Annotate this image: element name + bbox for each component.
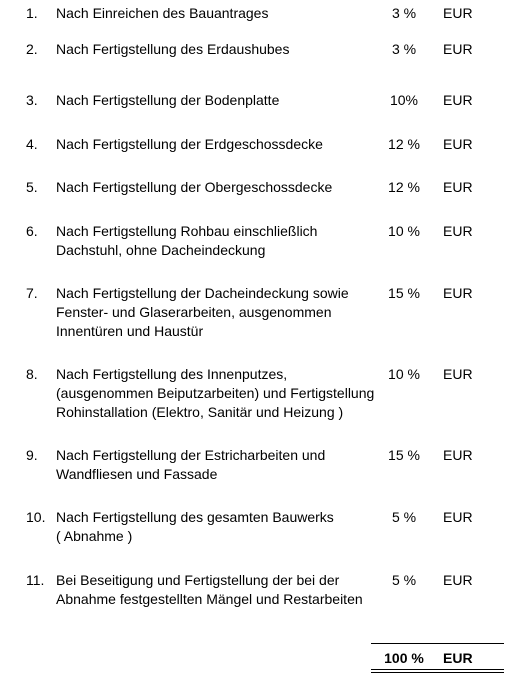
item-description bbox=[56, 91, 376, 110]
item-number: 1. bbox=[26, 5, 38, 21]
item-description bbox=[56, 178, 376, 197]
item-currency: EUR bbox=[443, 92, 473, 108]
item-description-line: Bei Beseitigung und Fertigstellung der bei der bbox=[56, 572, 340, 588]
item-description-line: Nach Fertigstellung Rohbau einschließlich bbox=[56, 223, 318, 239]
item-description bbox=[56, 571, 376, 609]
total-bottom-rule bbox=[371, 672, 504, 673]
item-percent: 12 % bbox=[388, 179, 420, 195]
item-number: 10. bbox=[26, 509, 46, 525]
item-percent: 10% bbox=[389, 92, 419, 108]
item-percent: 15 % bbox=[388, 285, 420, 301]
item-description-line: Nach Einreichen des Bauantrages bbox=[56, 5, 269, 21]
total-currency: EUR bbox=[443, 650, 473, 666]
item-number: 11. bbox=[26, 572, 45, 588]
item-currency: EUR bbox=[443, 285, 473, 301]
item-description bbox=[56, 135, 376, 154]
item-currency: EUR bbox=[443, 572, 473, 588]
item-description bbox=[56, 40, 376, 59]
item-percent: 12 % bbox=[388, 136, 420, 152]
item-description-line: Rohinstallation (Elektro, Sanitär und Heizung ) bbox=[56, 404, 344, 420]
item-percent: 10 % bbox=[388, 223, 420, 239]
item-description bbox=[56, 446, 376, 484]
item-number: 8. bbox=[26, 366, 38, 382]
item-currency: EUR bbox=[443, 136, 473, 152]
item-percent: 5 % bbox=[391, 572, 417, 588]
item-description bbox=[56, 365, 376, 422]
item-currency: EUR bbox=[443, 366, 473, 382]
item-description-line: (ausgenommen Beiputzarbeiten) und Fertigstellung bbox=[56, 385, 375, 401]
item-number: 5. bbox=[26, 179, 38, 195]
item-currency: EUR bbox=[443, 5, 473, 21]
total-percent: 100 % bbox=[384, 650, 424, 666]
item-description-line: Fenster- und Glaserarbeiten, ausgenommen bbox=[56, 304, 332, 320]
item-description-line: ( Abnahme ) bbox=[56, 528, 133, 544]
item-currency: EUR bbox=[443, 509, 473, 525]
item-description-line: Nach Fertigstellung der Bodenplatte bbox=[56, 92, 280, 108]
item-description bbox=[56, 222, 376, 260]
total-top-rule bbox=[371, 643, 504, 644]
item-description-line: Dachstuhl, ohne Dacheindeckung bbox=[56, 242, 266, 258]
item-percent: 10 % bbox=[388, 366, 420, 382]
item-number: 7. bbox=[26, 285, 38, 301]
item-number: 4. bbox=[26, 136, 38, 152]
item-description-line: Wandfliesen und Fassade bbox=[56, 466, 218, 482]
item-number: 9. bbox=[26, 447, 38, 463]
item-currency: EUR bbox=[443, 223, 473, 239]
item-description-line: Nach Fertigstellung der Estricharbeiten und bbox=[56, 447, 326, 463]
item-percent: 3 % bbox=[391, 5, 417, 21]
item-number: 3. bbox=[26, 92, 38, 108]
item-description-line: Nach Fertigstellung des Innenputzes, bbox=[56, 366, 288, 382]
item-description-line: Nach Fertigstellung des gesamten Bauwerks bbox=[56, 509, 334, 525]
item-description-line: Nach Fertigstellung der Erdgeschossdecke bbox=[56, 136, 323, 152]
item-description-line: Abnahme festgestellten Mängel und Restarbeiten bbox=[56, 591, 363, 607]
item-description bbox=[56, 284, 376, 341]
item-description bbox=[56, 4, 376, 23]
item-number: 2. bbox=[26, 41, 38, 57]
item-number: 6. bbox=[26, 223, 38, 239]
item-percent: 15 % bbox=[388, 447, 420, 463]
item-currency: EUR bbox=[443, 41, 473, 57]
item-percent: 3 % bbox=[391, 41, 417, 57]
item-description-line: Nach Fertigstellung des Erdaushubes bbox=[56, 41, 290, 57]
item-description-line: Nach Fertigstellung der Obergeschossdecke bbox=[56, 179, 333, 195]
item-currency: EUR bbox=[443, 179, 473, 195]
item-percent: 5 % bbox=[391, 509, 417, 525]
item-description-line: Nach Fertigstellung der Dacheindeckung sowie bbox=[56, 285, 349, 301]
item-currency: EUR bbox=[443, 447, 473, 463]
total-bottom-rule bbox=[371, 669, 504, 670]
item-description-line: Innentüren und Haustür bbox=[56, 323, 204, 339]
item-description bbox=[56, 508, 376, 546]
